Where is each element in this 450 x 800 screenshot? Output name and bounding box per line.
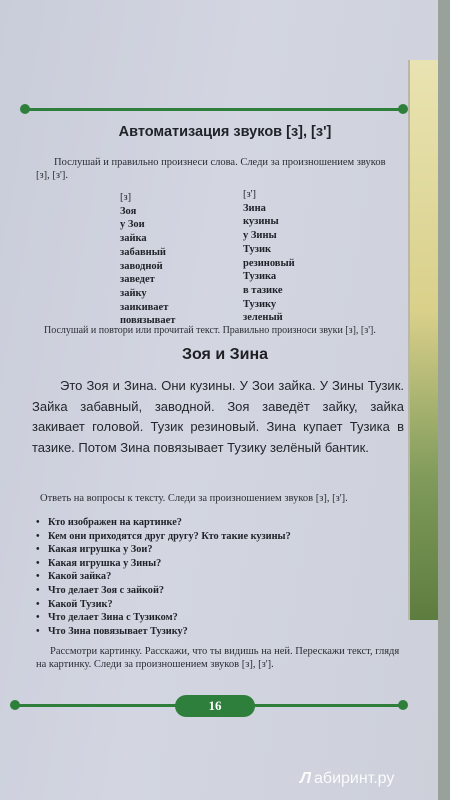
word: зеленый bbox=[243, 312, 283, 324]
word: забавный bbox=[120, 246, 166, 258]
watermark-logo-icon: Л bbox=[300, 770, 311, 787]
word: повязывает bbox=[120, 315, 176, 327]
question-item: • Какой Тузик? bbox=[36, 598, 376, 612]
story-text: Это Зоя и Зина. Они кузины. У Зои зайка. У Зины Тузик. Зайка забавный, заводной. Зоя заведёт зайку, зайка закивает головой. Тузик резиновый. Зина купает Тузика в тазике. Потом Зина повязывает Тузику зелёный бантик. bbox=[32, 378, 404, 455]
question-item: • Кто изображен на картинке? bbox=[36, 516, 376, 530]
word: Зина bbox=[243, 202, 266, 214]
question-item: • Какая игрушка у Зины? bbox=[36, 557, 376, 571]
question-item: • Кем они приходятся друг другу? Кто такие кузины? bbox=[36, 530, 376, 544]
bottom-rule-left-dot bbox=[10, 700, 20, 710]
section-title: Автоматизация звуков [з], [з'] bbox=[118, 124, 332, 140]
word: зайка bbox=[120, 233, 147, 245]
word: резиновый bbox=[243, 257, 295, 269]
word: зайку bbox=[120, 287, 147, 299]
top-rule-line bbox=[24, 108, 402, 111]
questions-list bbox=[36, 516, 376, 638]
watermark-text: абиринт.ру bbox=[314, 770, 395, 787]
bottom-rule-line-right bbox=[252, 704, 402, 707]
word: Тузик bbox=[243, 243, 272, 255]
word-column-right bbox=[243, 188, 295, 325]
question-item: • Что Зина повязывает Тузику? bbox=[36, 625, 376, 639]
story-title: Зоя и Зина bbox=[181, 346, 269, 363]
word: у Зои bbox=[120, 219, 145, 231]
questions-intro: Ответь на вопросы к тексту. Следи за произношением звуков [з], [з']. bbox=[40, 493, 348, 504]
retell-instruction: Рассмотри картинку. Расскажи, что ты видишь на ней. Перескажи текст, глядя на картинку. Следи за произношением звуков [з], [з']. bbox=[36, 646, 400, 670]
page-number: 16 bbox=[175, 695, 255, 717]
question-item: • Что делает Зина с Тузиком? bbox=[36, 611, 376, 625]
column-header: [з] bbox=[120, 192, 132, 203]
listen-instruction: Послушай и повтори или прочитай текст. Правильно произноси звуки [з], [з']. bbox=[44, 325, 376, 336]
site-watermark bbox=[300, 766, 440, 792]
bottom-rule-right-dot bbox=[398, 700, 408, 710]
question-item: • Какой зайка? bbox=[36, 570, 376, 584]
word: заикивает bbox=[120, 301, 169, 313]
column-header: [з'] bbox=[243, 189, 257, 200]
word: Тузику bbox=[243, 298, 277, 310]
word: кузины bbox=[243, 216, 279, 228]
top-rule-right-dot bbox=[398, 104, 408, 114]
word: заводной bbox=[120, 260, 163, 272]
section-instruction: Послушай и правильно произнеси слова. Следи за произношением звуков [з], [з']. bbox=[36, 157, 386, 181]
word: в тазике bbox=[243, 284, 283, 296]
page-edge-shadow bbox=[438, 0, 450, 800]
word-column-left bbox=[120, 191, 175, 328]
question-item: • Что делает Зоя с зайкой? bbox=[36, 584, 376, 598]
word: Тузика bbox=[243, 271, 277, 283]
word: заведет bbox=[120, 274, 155, 286]
question-item: • Какая игрушка у Зои? bbox=[36, 543, 376, 557]
bottom-rule-line-left bbox=[14, 704, 178, 707]
top-rule-left-dot bbox=[20, 104, 30, 114]
word: у Зины bbox=[243, 230, 277, 242]
word: Зоя bbox=[120, 205, 137, 217]
